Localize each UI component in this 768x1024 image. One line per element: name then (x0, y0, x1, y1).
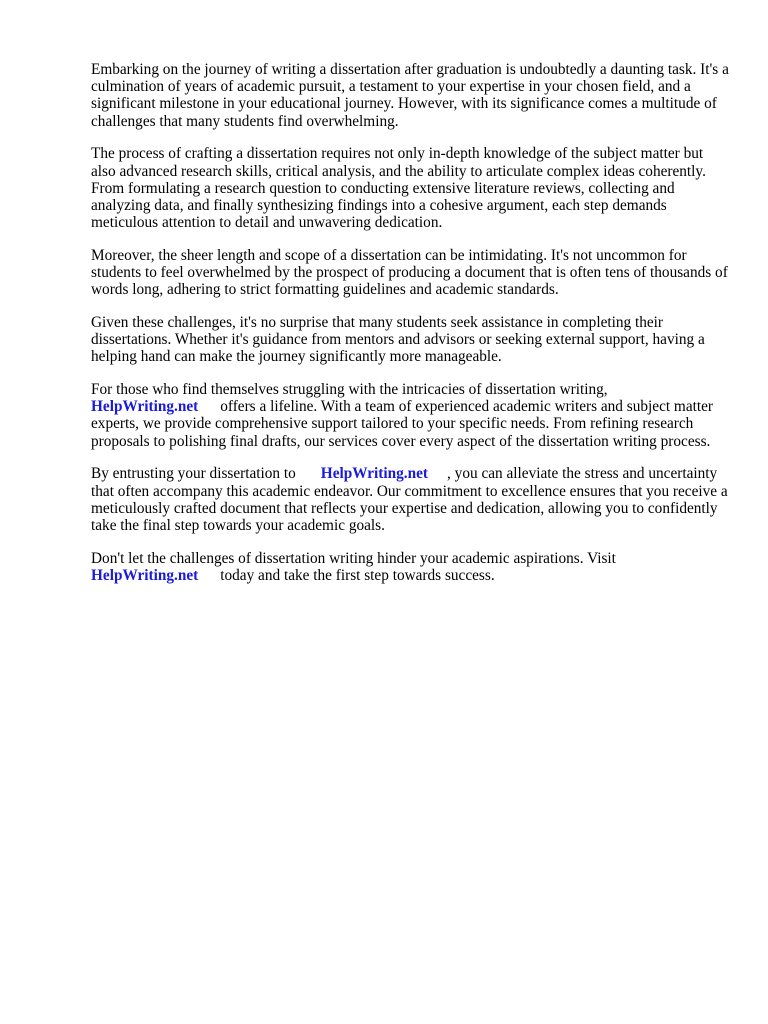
paragraph-process: The process of crafting a dissertation requires not only in-depth knowledge of the subject matter but also advanced research skills, critical analysis, and the ability to articulate complex ideas coherently. From formulating a research question to conducting extensive literature reviews, collecting and analyzing data, and finally synthesizing findings into a cohesive argument, each step demands meticulous attention to detail and unwavering dedication. (91, 145, 706, 232)
document-page (91, 61, 731, 600)
paragraph-entrust (91, 465, 731, 534)
helpwriting-link-2[interactable]: HelpWriting.net (320, 465, 429, 483)
paragraph-visit (91, 550, 731, 584)
paragraph-visit-lead: Don't let the challenges of dissertation writing hinder your academic aspirations. Visit (91, 549, 616, 567)
paragraph-intro: Embarking on the journey of writing a dissertation after graduation is undoubtedly a daunting task. It's a culmination of years of academic pursuit, a testament to your expertise in your chosen field, and a significant milestone in your educational journey. However, with its significance comes a multitude of challenges that many students find overwhelming. (91, 61, 729, 130)
helpwriting-link-1[interactable]: HelpWriting.net (91, 398, 199, 416)
paragraph-offer-rest: offers a lifeline. With a team of experienced academic writers and subject matter experts, we provide comprehensive support tailored to your specific needs. From refining research proposals to polishing final drafts, our services cover every aspect of the dissertation writing process. (91, 398, 714, 450)
paragraph-offer (91, 381, 731, 450)
paragraph-entrust-rest: , you can alleviate the stress and uncertainty that often accompany this academic endeavor. Our commitment to excellence ensures that you receive a meticulously crafted document that reflects your expertise and dedication, allowing you to confidently take the final step towards your academic goals. (91, 465, 728, 534)
helpwriting-link-3[interactable]: HelpWriting.net (91, 566, 199, 584)
paragraph-offer-lead: For those who find themselves struggling with the intricacies of dissertation writing, (91, 381, 608, 399)
paragraph-entrust-lead: By entrusting your dissertation to (91, 465, 296, 483)
paragraph-length: Moreover, the sheer length and scope of a dissertation can be intimidating. It's not uncommon for students to feel overwhelmed by the prospect of producing a document that is often tens of thousands of words long, adhering to strict formatting guidelines and academic standards. (91, 246, 728, 299)
paragraph-visit-rest: today and take the first step towards success. (220, 566, 495, 584)
paragraph-challenges: Given these challenges, it's no surprise that many students seek assistance in completing their dissertations. Whether it's guidance from mentors and advisors or seeking external support, having a helping hand can make the journey significantly more manageable. (91, 313, 705, 366)
